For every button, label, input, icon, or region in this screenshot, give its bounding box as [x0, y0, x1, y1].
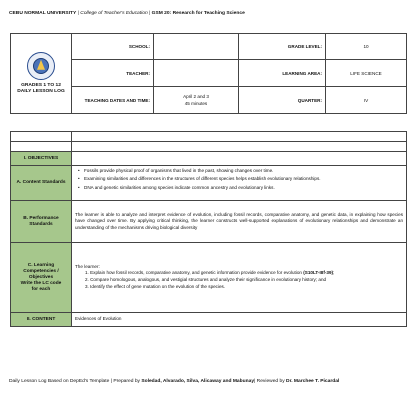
course-name: GSM 20: Research for Teaching Science: [151, 11, 245, 16]
lc-code: (S10LT-IIIf-39): [303, 270, 334, 276]
grade-level-value: 10: [326, 34, 407, 60]
document-header: [9, 11, 245, 16]
list-item: 2. Compare homologous, analogous, and vestigial structures and analyze their significance in evolutionary history; and: [85, 277, 327, 283]
list-item: • DNA and genetic similarities among species indicate common ancestry and evolutionary links.: [84, 185, 403, 191]
grade-level-label: GRADE LEVEL:: [239, 34, 326, 60]
list-item: • Fossils provide physical proof of organisms that lived in the past, showing changes over time.: [84, 168, 403, 174]
list-item: • Examining similarities and differences in the structures of different species helps establish evolutionary relationships.: [84, 176, 403, 182]
objectives-section-label: I. OBJECTIVES: [11, 152, 72, 166]
teacher-label: TEACHER:: [72, 60, 154, 87]
header-separator: |: [149, 11, 151, 16]
school-value: [154, 34, 239, 60]
logo-cell: [11, 34, 72, 114]
content-standards-label: A. Content Standards: [11, 166, 72, 201]
learning-area-label: LEARNING AREA:: [239, 60, 326, 87]
lesson-log-title: GRADES 1 TO 12 DAILY LESSON LOG: [17, 82, 65, 94]
learning-competencies-list: [72, 243, 407, 313]
header-separator: |: [77, 11, 79, 16]
list-item: 3. Identify the effect of gene mutation on the evolution of the species.: [85, 284, 226, 290]
reviewer-name: Dr. Marchee T. Picardal: [286, 379, 340, 384]
performance-standards-label: B. Performance Standards: [11, 201, 72, 243]
teaching-dates-label: TEACHING DATES AND TIME:: [72, 87, 154, 114]
blank-cell: [72, 152, 407, 166]
university-name: CEBU NORMAL UNIVERSITY: [9, 11, 77, 16]
blank-cell: [72, 132, 407, 142]
learning-area-value: LIFE SCIENCE: [326, 60, 407, 87]
competencies-intro: The learner:: [75, 263, 100, 269]
lesson-log-main-table: [10, 131, 407, 327]
document-footer: Daily Lesson Log Based on DepEd's Template | Prepared by Soledad, Alvarado, Silva, Alicaway and Mabunay| Reviewed by Dr. Marchee T. Picardal: [9, 379, 340, 384]
teaching-dates-value: April 2 and 3 45 minutes: [154, 87, 239, 114]
lesson-log-header-table: [10, 33, 407, 114]
college-name: College of Teacher's Education: [80, 11, 148, 16]
performance-standards-text: The learner is able to analyze and interpret evidence of evolution, including fossil records, comparative anatomy, and genetic data, in explaining how species have changed over time. By applying critical thinking, the learner constructs well-supported explanations of evolutionary relationships and demonstrate an understanding of the mechanisms driving biological diversity: [72, 201, 407, 243]
school-label: SCHOOL:: [72, 34, 154, 60]
list-item: 1. Explain how fossil records, comparative anatomy, and genetic information provide evidence for evolution (S10LT-IIIf-39);: [85, 270, 335, 276]
content-section-label: II. CONTENT: [11, 313, 72, 327]
teacher-value: [154, 60, 239, 87]
learning-competencies-label: C. Learning Competencies / Objectives Write the LC code for each: [11, 243, 72, 313]
content-value: Evidences of Evolution: [72, 313, 407, 327]
prepared-by-authors: Soledad, Alvarado, Silva, Alicaway and Mabunay: [141, 379, 255, 384]
school-seal-logo: [27, 52, 55, 80]
quarter-value: IV: [326, 87, 407, 114]
quarter-label: QUARTER:: [239, 87, 326, 114]
blank-cell: [11, 142, 72, 152]
blank-cell: [11, 132, 72, 142]
blank-cell: [72, 142, 407, 152]
content-standards-list: [72, 166, 407, 201]
